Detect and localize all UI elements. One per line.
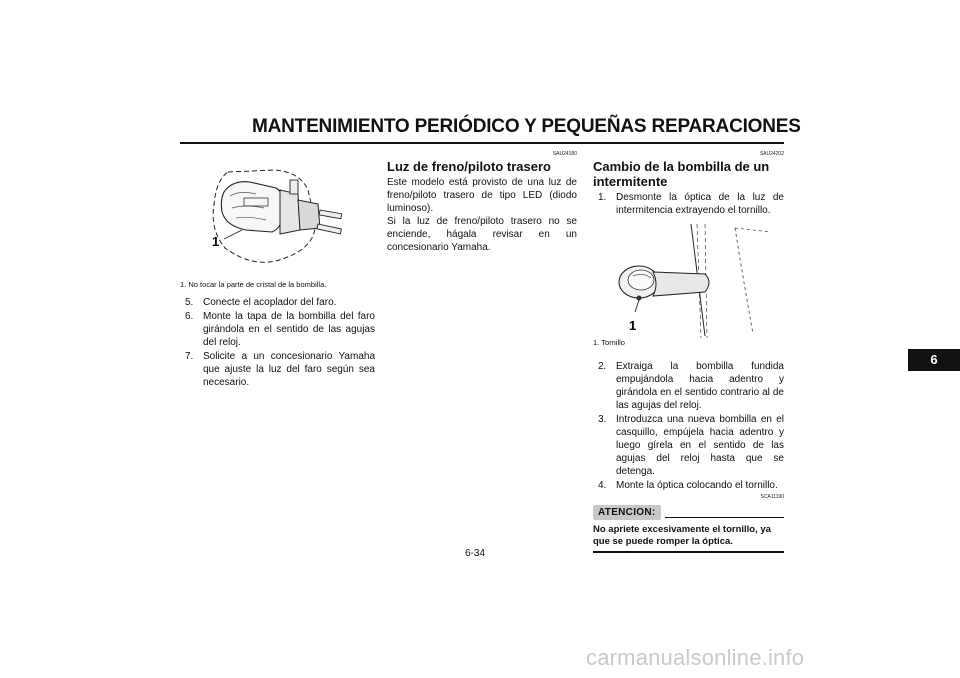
figure-caption: 1. No tocar la parte de cristal de la bombilla. <box>180 280 327 289</box>
headlight-bulb-figure <box>180 150 375 278</box>
caution-end-rule <box>593 551 784 553</box>
chapter-tab[interactable]: 6 <box>908 349 960 371</box>
caution-header <box>593 505 784 520</box>
turn-signal-figure <box>593 218 784 340</box>
step-list <box>180 296 375 389</box>
title-rule <box>180 142 784 144</box>
figure-caption: 1. Tornillo <box>593 338 625 347</box>
figure-callout: 1 <box>629 318 637 333</box>
list-item: 6. Monte la tapa de la bombilla del faro girándola en el sentido de las agujas del reloj. <box>185 311 375 348</box>
list-item: 1. Desmonte la óptica de la luz de intermitencia extrayendo el tornillo. <box>598 192 784 216</box>
middle-column <box>387 150 577 254</box>
caution-badge: ATENCION: <box>593 505 661 520</box>
list-item: 3. Introduzca una nueva bombilla en el casquillo, empújela hacia adentro y luego gírela en el sentido de las agujas del reloj hasta que se detenga. <box>598 414 784 477</box>
section-code: SAU24180 <box>552 151 577 157</box>
page-title: MANTENIMIENTO PERIÓDICO Y PEQUEÑAS REPARACIONES <box>252 116 801 137</box>
caution-rule <box>665 517 784 519</box>
step-list <box>593 360 784 492</box>
list-item: 2. Extraiga la bombilla fundida empujándola hacia adentro y girándola en el sentido contrario al de las agujas del reloj. <box>598 361 784 411</box>
list-item: 5. Conecte el acoplador del faro. <box>185 297 337 308</box>
turn-signal-illustration <box>593 218 784 340</box>
caution-text: No apriete excesivamente el tornillo, ya que se puede romper la óptica. <box>593 524 771 547</box>
headlight-bulb-illustration <box>180 150 375 278</box>
left-column <box>180 150 375 390</box>
watermark: carmanualsonline.info <box>586 645 805 670</box>
caution-code: SCA11190 <box>760 494 784 500</box>
list-item: 4. Monte la óptica colocando el tornillo. <box>598 480 778 491</box>
page-number: 6-34 <box>465 548 486 559</box>
figure-callout: 1 <box>212 234 220 249</box>
section-heading: Cambio de la bombilla de un intermitente <box>593 159 770 189</box>
right-column <box>593 150 784 553</box>
list-item: 7. Solicite a un concesionario Yamaha que ajuste la luz del faro según sea necesario. <box>185 351 375 388</box>
paragraph: Este modelo está provisto de una luz de freno/piloto trasero de tipo LED (diodo luminoso). <box>387 177 577 214</box>
paragraph: Si la luz de freno/piloto trasero no se enciende, hágala revisar en un concesionario Yamaha. <box>387 216 577 253</box>
section-heading: Luz de freno/piloto trasero <box>387 159 551 174</box>
step-list <box>593 191 784 217</box>
section-code: SAU24202 <box>759 151 784 157</box>
